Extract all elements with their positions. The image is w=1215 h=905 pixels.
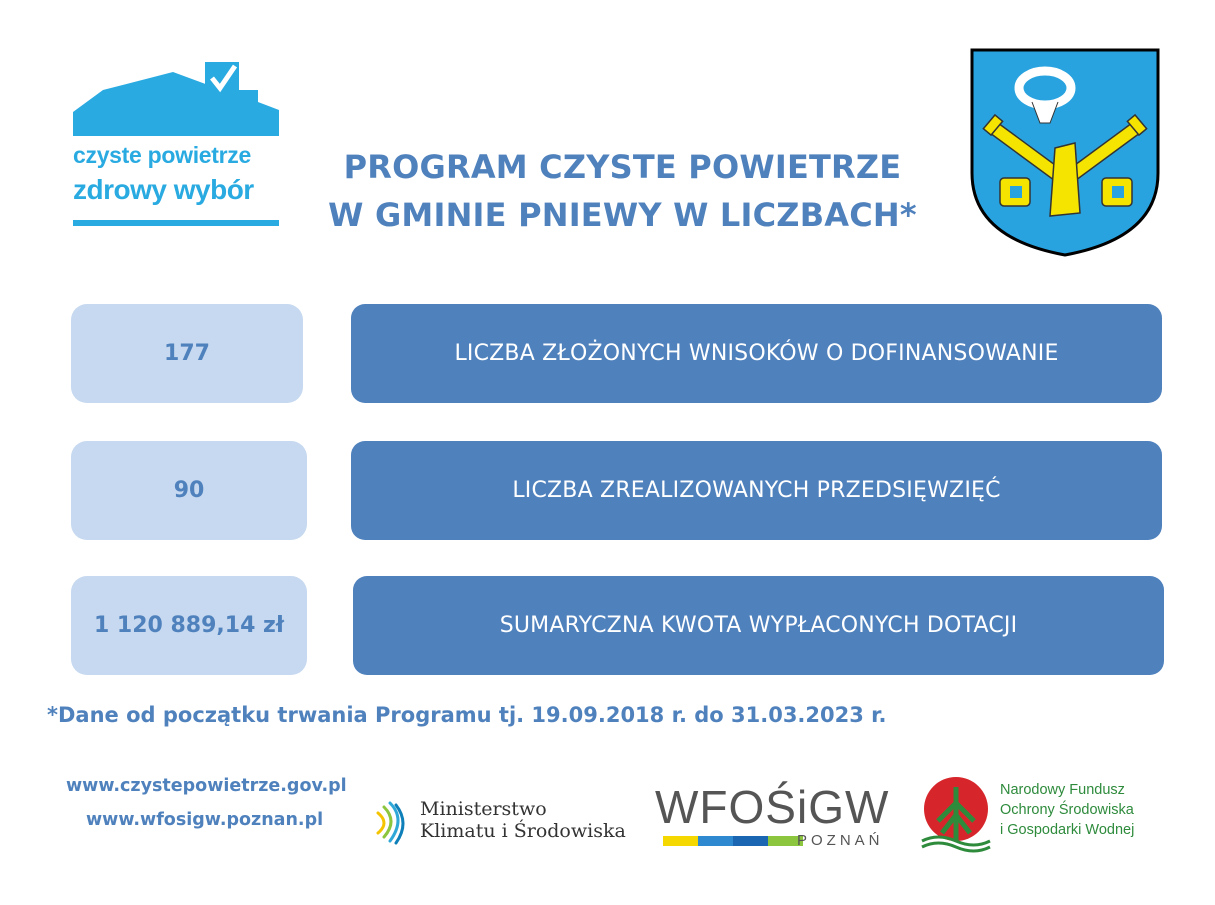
ministry-leaf-icon <box>370 799 410 845</box>
house-check-icon <box>73 60 283 140</box>
wfosigw-logo <box>655 780 910 855</box>
nfosigw-tree-icon <box>918 775 994 853</box>
logo-line-1: czyste powietrze <box>73 142 251 168</box>
logo-line-2: zdrowy wybór <box>73 174 254 205</box>
stat-label-amount: SUMARYCZNA KWOTA WYPŁACONYCH DOTACJI <box>353 576 1164 675</box>
page-title <box>300 143 945 239</box>
title-line-1: PROGRAM CZYSTE POWIETRZE <box>343 148 902 186</box>
stat-label-projects: LICZBA ZREALIZOWANYCH PRZEDSIĘWZIĘĆ <box>351 441 1162 540</box>
footnote: *Dane od początku trwania Programu tj. 19.09.2018 r. do 31.03.2023 r. <box>47 703 887 727</box>
logo-underline <box>73 220 279 226</box>
ministry-line-1: Ministerstwo <box>420 798 547 820</box>
wfosigw-name: WFOŚiGW <box>655 781 890 833</box>
stat-value-applications: 177 <box>71 304 303 403</box>
wfosigw-color-bar <box>663 836 803 846</box>
ministry-line-2: Klimatu i Środowiska <box>420 820 626 842</box>
title-line-2: W GMINIE PNIEWY W LICZBACH* <box>328 196 917 234</box>
nfosigw-line-2: Ochrony Środowiska <box>1000 802 1134 818</box>
stat-label-applications: LICZBA ZŁOŻONYCH WNISOKÓW O DOFINANSOWANIE <box>351 304 1162 403</box>
stat-value-projects: 90 <box>71 441 307 540</box>
ministry-logo <box>370 795 660 855</box>
coat-of-arms-keys-icon <box>970 48 1160 258</box>
link-wfosigw[interactable]: www.wfosigw.poznan.pl <box>86 810 324 830</box>
nfosigw-logo <box>918 775 1178 855</box>
nfosigw-line-3: i Gospodarki Wodnej <box>1000 822 1135 838</box>
stat-value-amount: 1 120 889,14 zł <box>71 576 307 675</box>
czyste-powietrze-logo <box>73 60 283 230</box>
wfosigw-city: POZNAŃ <box>797 832 884 849</box>
nfosigw-line-1: Narodowy Fundusz <box>1000 782 1125 798</box>
link-czystepowietrze[interactable]: www.czystepowietrze.gov.pl <box>66 776 347 796</box>
